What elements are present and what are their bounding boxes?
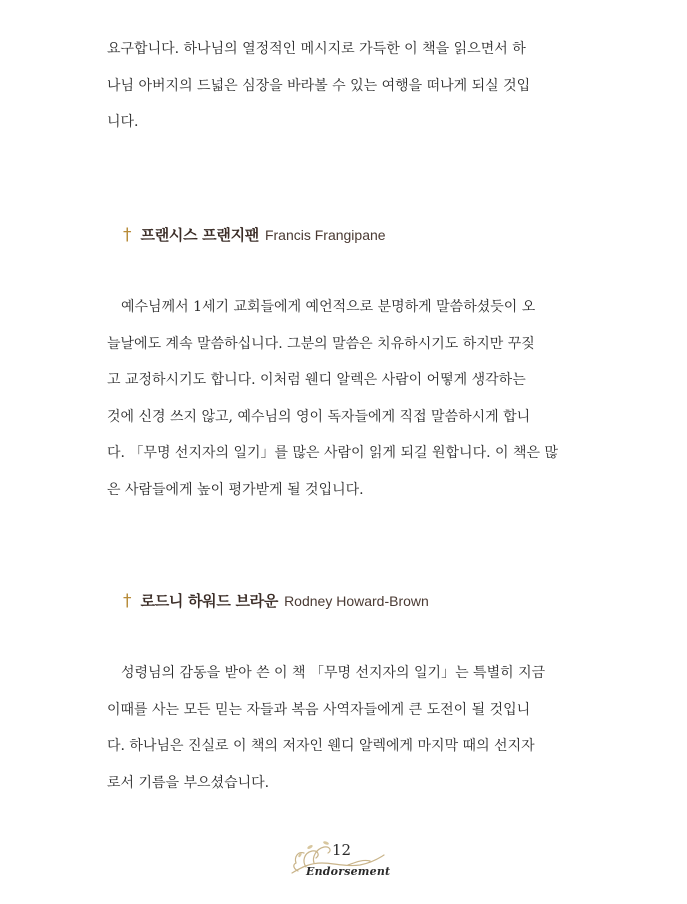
endorser-name-english: Rodney Howard-Brown: [284, 593, 429, 609]
endorser-heading-1: [123, 224, 386, 248]
endorser-heading-2: [123, 590, 429, 614]
paragraph-line: 고 교정하시기도 합니다. 이처럼 웬디 알렉은 사람이 어떻게 생각하는: [107, 372, 526, 389]
paragraph-line: 이때를 사는 모든 믿는 자들과 복음 사역자들에게 큰 도전이 될 것입니: [107, 701, 531, 718]
paragraph-line: 다. 하나님은 진실로 이 책의 저자인 웬디 알렉에게 마지막 때의 선지자: [107, 738, 535, 755]
page-number: 12: [332, 841, 352, 859]
paragraph-line: 나님 아버지의 드넓은 심장을 바라볼 수 있는 여행을 떠나게 되실 것입: [107, 77, 531, 94]
endorsement-paragraph-2: [107, 655, 577, 801]
paragraph-line: 요구합니다. 하나님의 열정적인 메시지로 가득한 이 책을 읽으면서 하: [107, 41, 526, 57]
endorser-name-korean: 로드니 하워드 브라운: [140, 592, 279, 610]
cross-icon: †: [123, 591, 132, 611]
endorser-name-korean: 프랜시스 프랜지팬: [140, 226, 259, 244]
paragraph-line: 로서 기름을 부으셨습니다.: [107, 774, 270, 791]
intro-paragraph: [107, 31, 577, 141]
paragraph-line: 은 사람들에게 높이 평가받게 될 것입니다.: [107, 481, 364, 498]
paragraph-line: 다. 「무명 선지자의 일기」를 많은 사람이 읽게 되길 원합니다. 이 책은 많: [107, 445, 558, 462]
endorser-name-english: Francis Frangipane: [264, 227, 386, 243]
paragraph-line: 것에 신경 쓰지 않고, 예수님의 영이 독자들에게 직접 말씀하시게 합니: [107, 408, 531, 425]
paragraph-line: 니다.: [107, 114, 139, 131]
paragraph-line: 성령님의 감동을 받아 쓴 이 책 「무명 선지자의 일기」는 특별히 지금: [121, 665, 546, 681]
section-label: Endorsement: [306, 865, 391, 878]
cross-icon: †: [123, 225, 132, 245]
paragraph-line: 예수님께서 1세기 교회들에게 예언적으로 분명하게 말씀하셨듯이 오: [121, 299, 536, 315]
page-footer: [288, 833, 391, 885]
endorsement-paragraph-1: [107, 289, 577, 509]
paragraph-line: 늘날에도 계속 말씀하십니다. 그분의 말씀은 치유하시기도 하지만 꾸짖: [107, 335, 535, 352]
